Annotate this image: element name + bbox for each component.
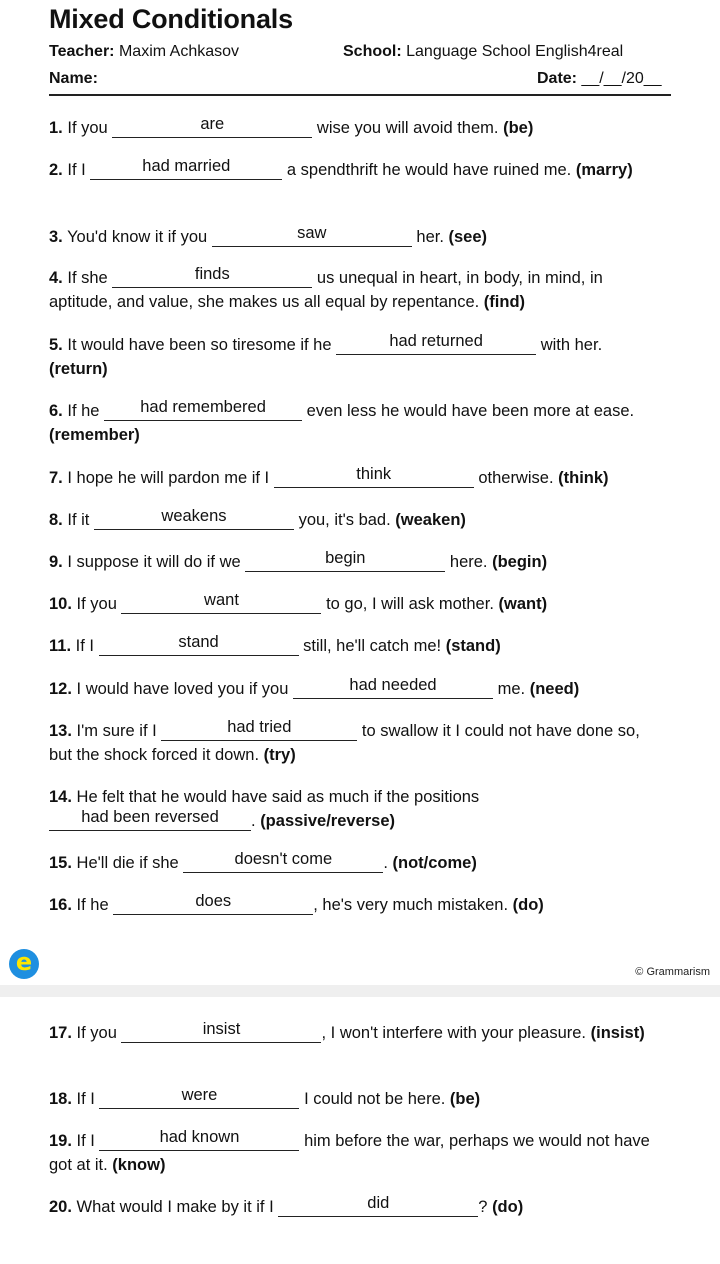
question-text: If I (67, 161, 86, 179)
question-text: If he (67, 402, 100, 420)
question-text: , I won't interfere with your pleasure. (321, 1024, 587, 1042)
answer-text: did (367, 1194, 390, 1212)
question-15 (49, 851, 661, 875)
verb-hint: (see) (448, 228, 488, 246)
answer-blank[interactable] (104, 398, 302, 421)
question-text: me. (497, 680, 526, 698)
question-text: He'll die if she (76, 854, 179, 872)
question-text: I could not be here. (304, 1090, 446, 1108)
question-10 (49, 592, 661, 616)
question-text: It would have been so tiresome if he (67, 336, 332, 354)
answer-blank[interactable] (94, 507, 294, 530)
question-13 (49, 719, 661, 767)
verb-hint: (be) (503, 119, 534, 137)
answer-blank[interactable] (112, 265, 312, 288)
verb-hint: (try) (263, 746, 296, 764)
question-text: you, it's bad. (298, 511, 391, 529)
verb-hint: (return) (49, 360, 108, 378)
question-number: 10. (49, 595, 72, 613)
question-text: If I (75, 637, 94, 655)
verb-hint: (begin) (492, 553, 548, 571)
question-text: You'd know it if you (67, 228, 208, 246)
question-text: If you (76, 595, 117, 613)
grammarism-logo-icon: e (9, 949, 39, 979)
question-text: him before the war, perhaps we would not have got at it. (49, 1132, 650, 1174)
date-line (537, 70, 662, 88)
question-text: If you (67, 119, 108, 137)
answer-text: had married (142, 157, 231, 175)
question-3 (49, 225, 661, 249)
question-number: 2. (49, 161, 63, 179)
page-title: Mixed Conditionals (49, 4, 293, 34)
answer-text: had needed (349, 676, 437, 694)
school-label: School: (343, 43, 402, 60)
date-value: __/__/20__ (581, 70, 662, 87)
question-7 (49, 466, 661, 490)
question-text: If it (67, 511, 90, 529)
question-number: 20. (49, 1198, 72, 1216)
question-18 (49, 1087, 661, 1111)
question-number: 15. (49, 854, 72, 872)
question-20 (49, 1195, 661, 1219)
page-separator (0, 985, 720, 997)
question-text: I suppose it will do if we (67, 553, 241, 571)
answer-text: had known (159, 1128, 240, 1146)
question-text: I would have loved you if you (76, 680, 289, 698)
verb-hint: (passive/reverse) (260, 812, 396, 830)
question-text: I hope he will pardon me if I (67, 469, 270, 487)
question-number: 18. (49, 1090, 72, 1108)
question-text: If you (76, 1024, 117, 1042)
answer-blank[interactable] (99, 1128, 299, 1151)
answer-blank[interactable] (183, 850, 383, 873)
question-text: to go, I will ask mother. (326, 595, 494, 613)
answer-text: weakens (161, 507, 227, 525)
question-text: ? (478, 1198, 488, 1216)
question-4 (49, 266, 661, 314)
answer-text: had tried (227, 718, 292, 736)
answer-blank[interactable] (112, 115, 312, 138)
verb-hint: (not/come) (392, 854, 477, 872)
verb-hint: (stand) (445, 637, 501, 655)
answer-text: want (204, 591, 239, 609)
verb-hint: (need) (529, 680, 580, 698)
school-name: Language School English4real (406, 43, 624, 60)
question-6 (49, 399, 661, 447)
answer-blank[interactable] (161, 718, 357, 741)
question-text: I'm sure if I (76, 722, 157, 740)
question-text: What would I make by it if I (76, 1198, 274, 1216)
answer-blank[interactable] (99, 1086, 299, 1109)
verb-hint: (find) (483, 293, 526, 311)
answer-text: think (356, 465, 392, 483)
answer-text: had remembered (140, 398, 266, 416)
answer-blank[interactable] (49, 808, 251, 831)
verb-hint: (insist) (590, 1024, 645, 1042)
question-number: 1. (49, 119, 63, 137)
question-text: with her. (540, 336, 603, 354)
answer-blank[interactable] (99, 633, 299, 656)
question-number: 8. (49, 511, 63, 529)
question-text: even less he would have been more at ease. (306, 402, 635, 420)
question-text: wise you will avoid them. (316, 119, 499, 137)
date-label: Date: (537, 70, 578, 87)
question-number: 4. (49, 269, 63, 287)
verb-hint: (be) (449, 1090, 481, 1108)
question-9 (49, 550, 661, 574)
question-text: her. (416, 228, 444, 246)
question-12 (49, 677, 661, 701)
answer-text: are (200, 115, 225, 133)
answer-text: begin (325, 549, 366, 567)
question-5 (49, 333, 661, 381)
answer-blank[interactable] (212, 224, 412, 247)
answer-text: stand (178, 633, 219, 651)
answer-text: finds (194, 265, 230, 283)
answer-text: does (195, 892, 232, 910)
question-16 (49, 893, 661, 917)
answer-blank[interactable] (121, 1020, 321, 1043)
answer-text: had returned (389, 332, 483, 350)
question-number: 17. (49, 1024, 72, 1042)
question-text: to swallow it I could not have done so, but the shock forced it down. (49, 722, 640, 764)
question-number: 5. (49, 336, 63, 354)
answer-text: insist (202, 1020, 241, 1038)
question-number: 6. (49, 402, 63, 420)
name-label: Name: (49, 70, 98, 87)
answer-text: had been reversed (81, 808, 219, 826)
verb-hint: (know) (112, 1156, 166, 1174)
question-number: 16. (49, 896, 72, 914)
question-text: , he's very much mistaken. (313, 896, 509, 914)
question-text: otherwise. (478, 469, 554, 487)
verb-hint: (do) (492, 1198, 524, 1216)
answer-text: saw (297, 224, 327, 242)
question-11 (49, 634, 661, 658)
question-number: 12. (49, 680, 72, 698)
question-number: 13. (49, 722, 72, 740)
worksheet-page-2 (0, 997, 720, 1264)
question-number: 7. (49, 469, 63, 487)
school-line (343, 43, 623, 61)
verb-hint: (want) (498, 595, 548, 613)
question-text: . (251, 812, 256, 830)
verb-hint: (think) (558, 469, 609, 487)
question-number: 9. (49, 553, 63, 571)
answer-blank[interactable] (121, 591, 321, 614)
question-number: 3. (49, 228, 63, 246)
verb-hint: (remember) (49, 426, 140, 444)
answer-blank[interactable] (274, 465, 474, 488)
question-text: still, he'll catch me! (303, 637, 442, 655)
answer-blank[interactable] (278, 1194, 478, 1217)
question-17 (49, 1021, 661, 1045)
question-14 (49, 785, 661, 833)
answer-blank[interactable] (293, 676, 493, 699)
question-number: 19. (49, 1132, 72, 1150)
question-text: a spendthrift he would have ruined me. (286, 161, 572, 179)
question-text: If she (67, 269, 108, 287)
answer-blank[interactable] (336, 332, 536, 355)
header-divider (49, 94, 671, 96)
question-text: If I (76, 1132, 95, 1150)
teacher-name: Maxim Achkasov (118, 43, 240, 60)
question-number: 14. (49, 788, 72, 806)
question-text: us unequal in heart, in body, in mind, in aptitude, and value, she makes us all equal by repentance. (49, 269, 603, 311)
verb-hint: (do) (512, 896, 544, 914)
answer-blank[interactable] (245, 549, 445, 572)
question-2 (49, 158, 661, 182)
question-1 (49, 116, 661, 140)
question-19 (49, 1129, 661, 1177)
question-text: If he (76, 896, 109, 914)
question-number: 11. (49, 637, 72, 655)
question-text: . (383, 854, 388, 872)
question-text: He felt that he would have said as much if the positions (76, 788, 480, 806)
name-line (49, 70, 98, 88)
teacher-line (49, 43, 239, 61)
question-text: here. (449, 553, 488, 571)
answer-text: doesn't come (234, 850, 333, 868)
verb-hint: (weaken) (395, 511, 466, 529)
answer-blank[interactable] (113, 892, 313, 915)
answer-blank[interactable] (90, 157, 282, 180)
copyright-text: © Grammarism (635, 966, 710, 978)
verb-hint: (marry) (575, 161, 633, 179)
teacher-label: Teacher: (49, 43, 115, 60)
answer-text: were (181, 1086, 218, 1104)
question-text: If I (76, 1090, 95, 1108)
question-8 (49, 508, 661, 532)
